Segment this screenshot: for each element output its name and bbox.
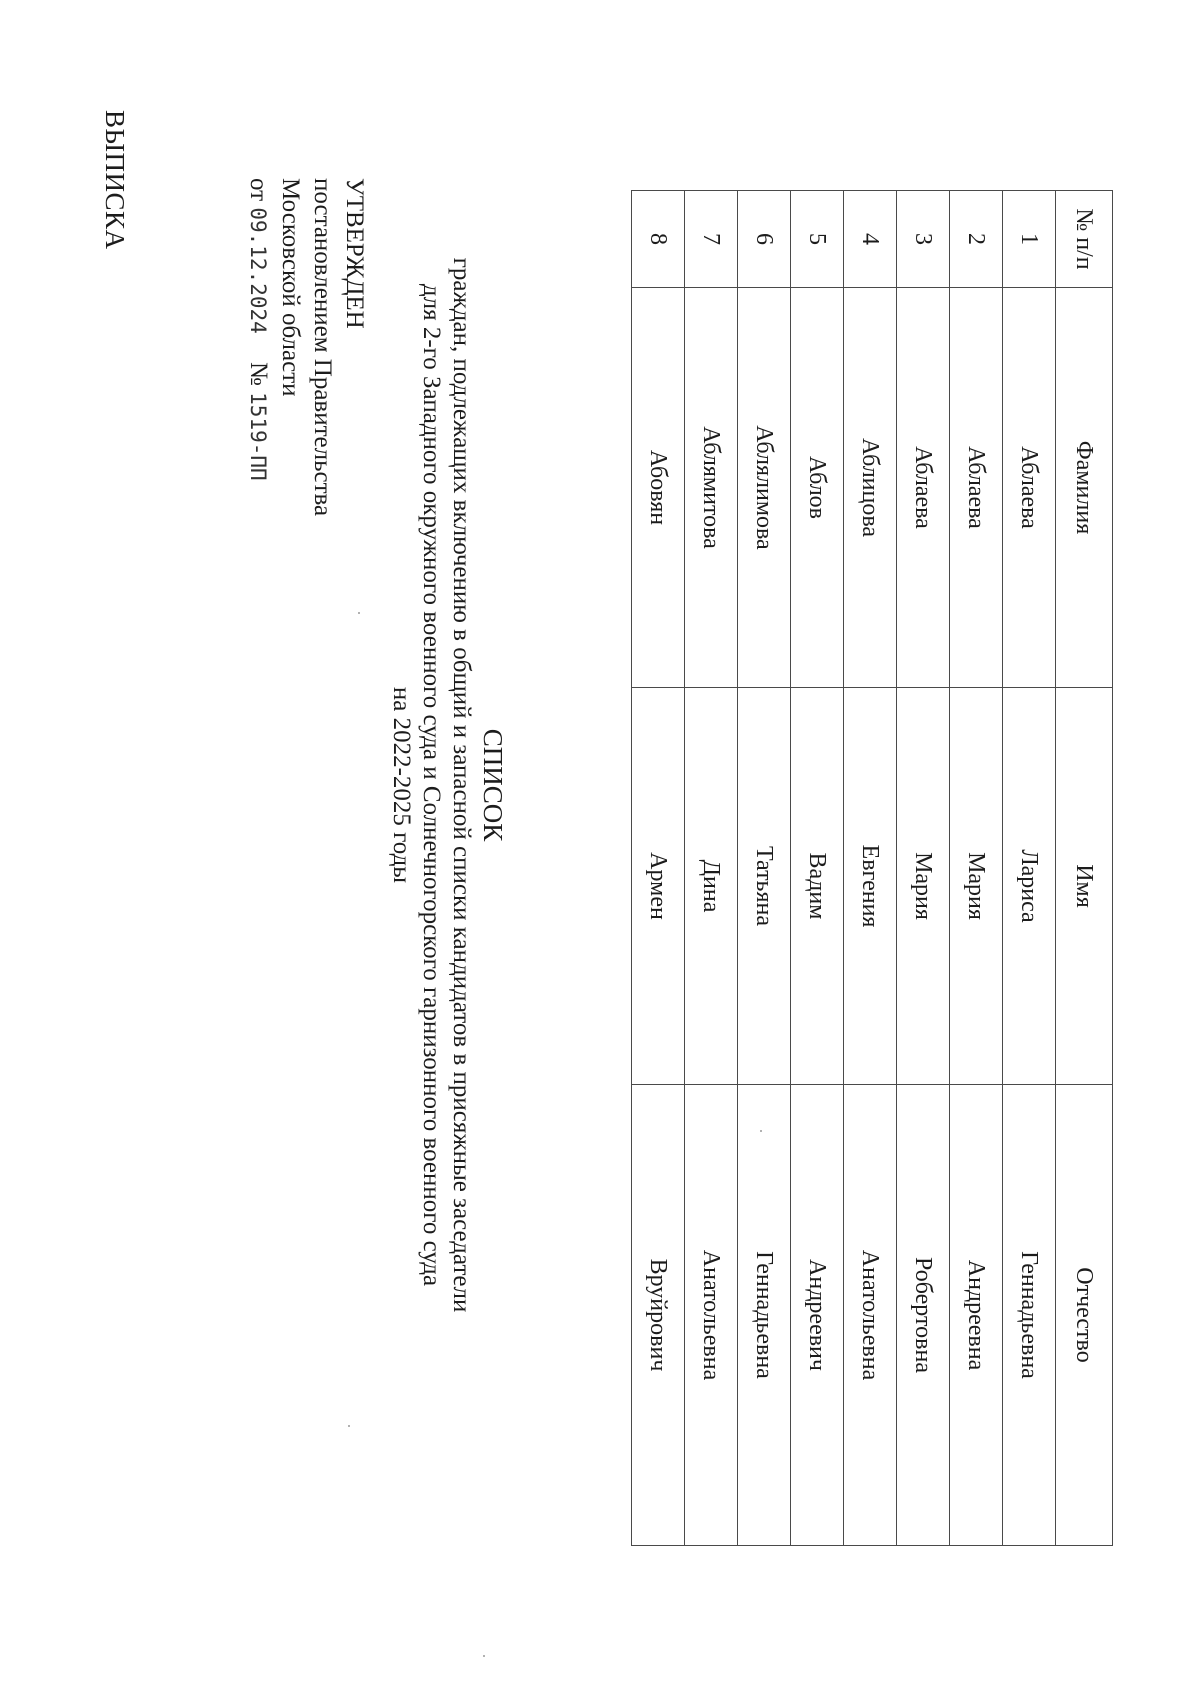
- cell-surname: Аблаева: [1003, 288, 1056, 688]
- scan-speck: [483, 1655, 485, 1657]
- approval-line-2: постановлением Правительства: [309, 178, 336, 517]
- document-title: [386, 200, 510, 1370]
- cell-number: 6: [738, 191, 791, 288]
- cell-patronymic: Андреевич: [791, 1085, 844, 1546]
- column-header-number: № п/п: [1056, 191, 1113, 288]
- column-header-surname: Фамилия: [1056, 288, 1113, 688]
- approval-line-1: УТВЕРЖДЕН: [341, 178, 368, 329]
- approval-stamp: [242, 178, 370, 516]
- approval-date-prefix: от: [245, 178, 272, 202]
- cell-surname: Аблаева: [950, 288, 1003, 688]
- table-row: [791, 191, 844, 1546]
- cell-name: Татьяна: [738, 688, 791, 1085]
- cell-number: 1: [1003, 191, 1056, 288]
- table-row: [844, 191, 897, 1546]
- scan-speck: [760, 1130, 762, 1132]
- cell-name: Вадим: [791, 688, 844, 1085]
- cell-surname: Аблялимова: [738, 288, 791, 688]
- approval-number: 1519-ПП: [246, 392, 270, 481]
- scan-speck: [348, 1425, 350, 1427]
- cell-number: 4: [844, 191, 897, 288]
- cell-surname: Аблицова: [844, 288, 897, 688]
- scan-speck: [358, 612, 360, 614]
- table-row: [1003, 191, 1056, 1546]
- cell-surname: Аблаева: [897, 288, 950, 688]
- cell-patronymic: Геннадьевна: [1003, 1085, 1056, 1546]
- candidates-table: [631, 190, 1113, 1546]
- cell-number: 5: [791, 191, 844, 288]
- cell-name: Евгения: [844, 688, 897, 1085]
- cell-name: Мария: [950, 688, 1003, 1085]
- table-row: [950, 191, 1003, 1546]
- cell-patronymic: Геннадьевна: [738, 1085, 791, 1546]
- cell-name: Мария: [897, 688, 950, 1085]
- cell-number: 2: [950, 191, 1003, 288]
- table-row: [685, 191, 738, 1546]
- cell-surname: Абовян: [632, 288, 685, 688]
- cell-patronymic: Андреевна: [950, 1085, 1003, 1546]
- approval-line-3: Московской области: [277, 178, 304, 397]
- table-header-row: [1056, 191, 1113, 1546]
- extract-label: ВЫПИСКА: [100, 110, 130, 250]
- table-row: [897, 191, 950, 1546]
- title-line-2: для 2-го Западного окружного военного суда и Солнечногорского гарнизонного военного суда: [418, 283, 445, 1287]
- cell-surname: Аблов: [791, 288, 844, 688]
- title-line-1: граждан, подлежащих включению в общий и запасной списки кандидатов в присяжные заседатели: [448, 257, 475, 1313]
- cell-name: Лариса: [1003, 688, 1056, 1085]
- cell-patronymic: Вруйрович: [632, 1085, 685, 1546]
- title-main: СПИСОК: [478, 728, 508, 842]
- cell-number: 3: [897, 191, 950, 288]
- column-header-name: Имя: [1056, 688, 1113, 1085]
- table-row: [632, 191, 685, 1546]
- cell-patronymic: Анатольевна: [844, 1085, 897, 1546]
- cell-name: Армен: [632, 688, 685, 1085]
- title-line-3: на 2022-2025 годы: [388, 686, 415, 884]
- cell-patronymic: Робертовна: [897, 1085, 950, 1546]
- cell-surname: Аблямитова: [685, 288, 738, 688]
- approval-number-sign: №: [245, 362, 272, 386]
- approval-date: 09.12.2024: [246, 207, 270, 334]
- column-header-patronymic: Отчество: [1056, 1085, 1113, 1546]
- table-row: [738, 191, 791, 1546]
- cell-name: Дина: [685, 688, 738, 1085]
- cell-patronymic: Анатольевна: [685, 1085, 738, 1546]
- cell-number: 7: [685, 191, 738, 288]
- cell-number: 8: [632, 191, 685, 288]
- approval-date-line: [242, 178, 274, 516]
